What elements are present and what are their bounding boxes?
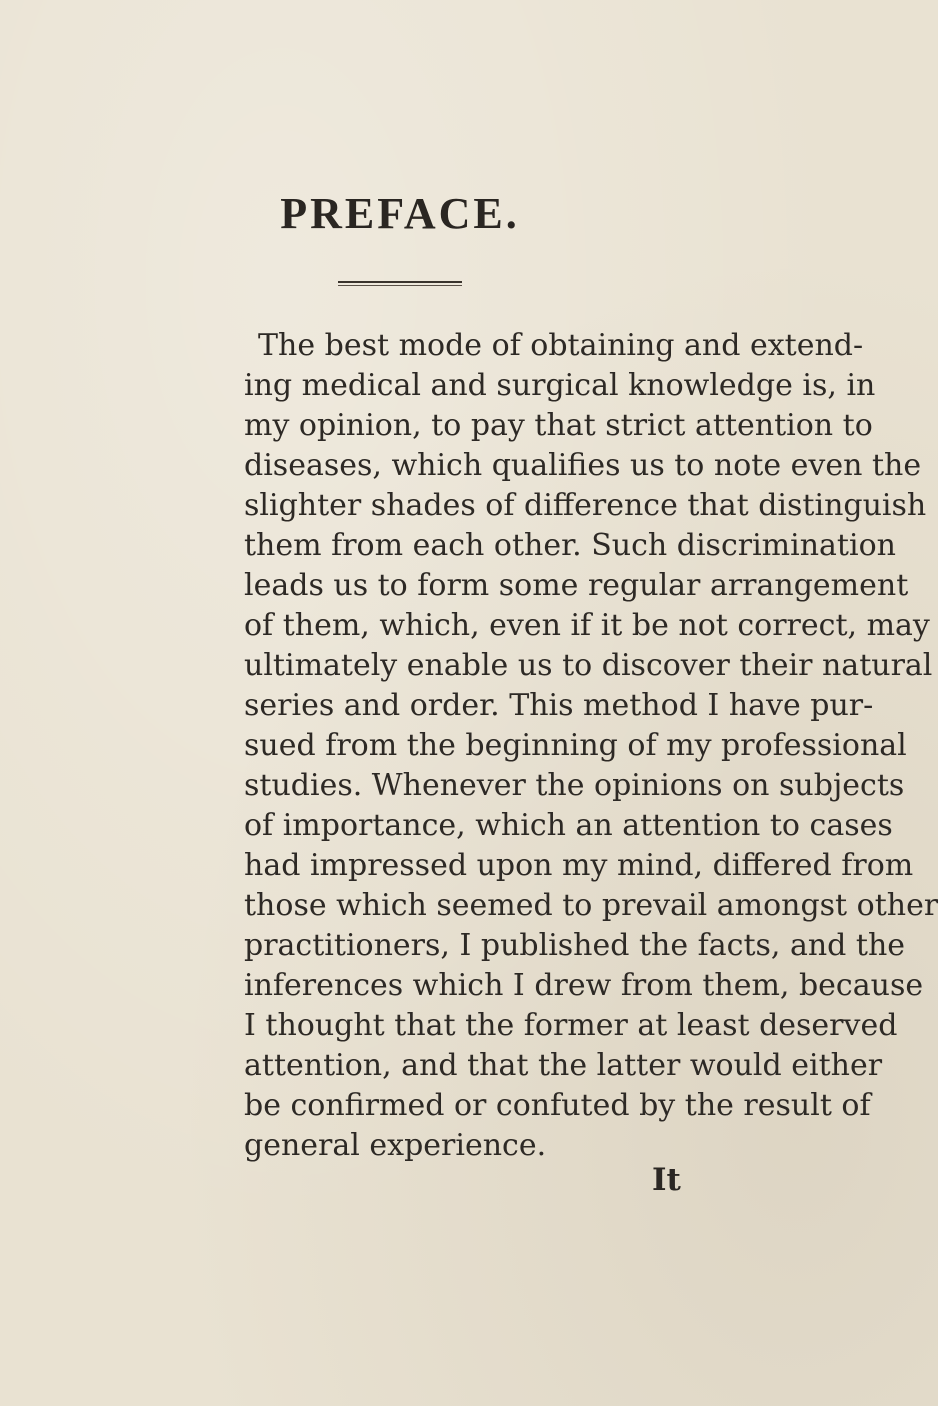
text-line: studies. Whenever the opinions on subjects: [244, 768, 905, 803]
text-line: attention, and that the latter would either: [244, 1048, 883, 1083]
text-line: diseases, which qualifies us to note even the: [244, 448, 922, 483]
text-line: inferences which I drew from them, because: [244, 968, 924, 1003]
page-title: PREFACE.: [280, 189, 520, 238]
text-line: those which seemed to prevail amongst other: [244, 888, 938, 923]
text-line: ing medical and surgical knowledge is, in: [244, 368, 876, 403]
text-line: them from each other. Such discrimination: [244, 528, 896, 563]
title-rule: [338, 281, 462, 286]
text-line: general experience.: [244, 1128, 547, 1163]
text-line: The best mode of obtaining and extend-: [258, 328, 864, 363]
text-line: practitioners, I published the facts, and the: [244, 928, 906, 963]
text-line: my opinion, to pay that strict attention to: [244, 408, 873, 443]
text-line: series and order. This method I have pur-: [244, 688, 874, 723]
text-line: I thought that the former at least deserved: [244, 1008, 898, 1043]
text-line: slighter shades of difference that distinguish: [244, 488, 927, 523]
catchword: It: [652, 1162, 681, 1198]
text-line: sued from the beginning of my professional: [244, 728, 907, 763]
text-line: of them, which, even if it be not correct, may: [244, 608, 930, 643]
text-line: had impressed upon my mind, differed from: [244, 848, 914, 883]
text-line: leads us to form some regular arrangement: [244, 568, 909, 603]
text-line: ultimately enable us to discover their natural: [244, 648, 933, 683]
text-line: be confirmed or confuted by the result of: [244, 1088, 871, 1123]
text-line: of importance, which an attention to cases: [244, 808, 893, 843]
